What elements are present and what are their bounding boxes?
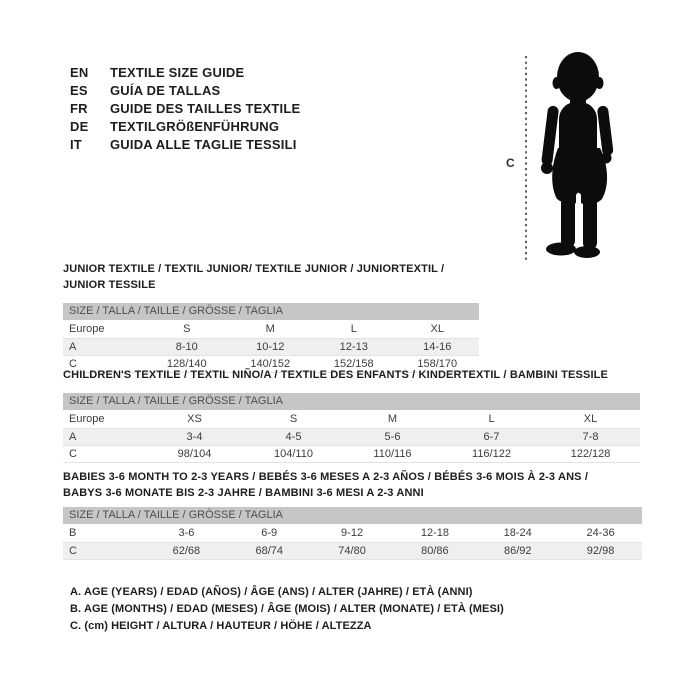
table-row (63, 542, 642, 559)
language-row-en (70, 64, 300, 82)
language-code: EN (70, 65, 89, 80)
language-code: IT (70, 137, 82, 152)
table-cell: 18-24 (503, 527, 532, 540)
table-cell: XL (430, 323, 444, 336)
table-cell: 128/140 (166, 357, 207, 370)
size-header: SIZE / TALLA / TAILLE / GRÖSSE / TAGLIA (63, 507, 642, 524)
language-label: TEXTILGRÖßENFÜHRUNG (110, 119, 280, 134)
table-title (63, 367, 640, 383)
table-cell: 6-7 (483, 430, 500, 443)
table-cell: 4-5 (285, 430, 302, 443)
table-cell: 74/80 (338, 544, 366, 557)
table-cell: 140/152 (250, 357, 291, 370)
baby-height-figure (500, 48, 630, 266)
language-label: TEXTILE SIZE GUIDE (110, 65, 245, 80)
table-row (63, 428, 640, 445)
size-header: SIZE / TALLA / TAILLE / GRÖSSE / TAGLIA (63, 393, 640, 410)
table-cell: L (350, 323, 357, 336)
table-cell: 3-4 (186, 430, 203, 443)
childrens-textile-section (63, 367, 640, 463)
row-label: C (69, 447, 77, 460)
footnote-b: B. AGE (MONTHS) / EDAD (MESES) / ÂGE (MOIS) / ALTER (MONATE) / ETÀ (MESI) (70, 603, 504, 615)
table-cell: 98/104 (177, 447, 212, 460)
table-cell: XL (583, 413, 598, 426)
table-cell: 12-13 (339, 340, 368, 353)
table-cell: 86/92 (503, 544, 532, 557)
language-row-es (70, 82, 300, 100)
table-title-line: CHILDREN'S TEXTILE / TEXTIL NIÑO/A / TEXTILE DES ENFANTS / KINDERTEXTIL / BAMBINI TESSILE (63, 369, 609, 381)
language-label: GUÍA DE TALLAS (110, 83, 221, 98)
row-label: Europe (69, 413, 105, 426)
table-cell: 3-6 (178, 527, 195, 540)
table-cell: M (265, 323, 275, 336)
table-row (63, 525, 642, 542)
table-cell: 6-9 (261, 527, 278, 540)
row-label: A (69, 340, 77, 353)
table-cell: 92/98 (586, 544, 615, 557)
row-label: Europe (69, 323, 105, 336)
table-cell: 12-18 (420, 527, 449, 540)
table-cell: 14-16 (423, 340, 452, 353)
language-row-fr (70, 100, 300, 118)
size-header: SIZE / TALLA / TAILLE / GRÖSSE / TAGLIA (63, 303, 479, 320)
footnote-c: C. (cm) HEIGHT / ALTURA / HAUTEUR / HÖHE / ALTEZZA (70, 620, 372, 632)
table-cell: XS (187, 413, 202, 426)
row-label: C (69, 357, 77, 370)
table-cell: 80/86 (421, 544, 449, 557)
table-cell: S (183, 323, 191, 336)
height-dimension-label: C (506, 156, 515, 170)
table-row (63, 445, 640, 462)
table-cell: 104/110 (274, 447, 313, 460)
table-row (63, 321, 479, 338)
size-table-junior (63, 321, 479, 373)
table-title-line: BABYS 3-6 MONATE BIS 2-3 JAHRE / BAMBINI 3-6 MESI A 2-3 ANNI (63, 487, 424, 499)
row-label: B (69, 527, 77, 540)
table-cell: M (387, 413, 398, 426)
table-cell: 62/68 (172, 544, 201, 557)
table-cell: 8-10 (175, 340, 198, 353)
table-cell: 10-12 (256, 340, 285, 353)
language-label: GUIDE DES TAILLES TEXTILE (110, 101, 301, 116)
table-cell: 122/128 (570, 447, 611, 460)
junior-textile-section (63, 261, 479, 373)
baby-silhouette (541, 52, 614, 258)
size-table-children (63, 411, 640, 463)
language-legend (70, 64, 300, 154)
table-title-line: JUNIOR TEXTILE / TEXTIL JUNIOR/ TEXTILE JUNIOR / JUNIORTEXTIL / JUNIOR TESSILE (63, 263, 445, 291)
size-table-babies (63, 525, 642, 560)
row-label: A (69, 430, 77, 443)
table-title-line: BABIES 3-6 MONTH TO 2-3 YEARS / BEBÉS 3-6 MESES A 2-3 AÑOS / BÉBÉS 3-6 MOIS À 2-3 ANS / (63, 471, 589, 483)
table-cell: 116/122 (472, 447, 511, 460)
table-cell: 7-8 (582, 430, 599, 443)
table-row (63, 338, 479, 355)
table-cell: 158/170 (417, 357, 458, 370)
babies-textile-section (63, 469, 642, 560)
table-cell: 9-12 (341, 527, 364, 540)
row-label: C (69, 544, 77, 557)
language-row-de (70, 118, 300, 136)
table-cell: 110/116 (373, 447, 412, 460)
table-cell: L (488, 413, 495, 426)
language-label: GUIDA ALLE TAGLIE TESSILI (110, 137, 297, 152)
table-cell: 152/158 (333, 357, 374, 370)
table-cell: 5-6 (384, 430, 401, 443)
language-code: DE (70, 119, 89, 134)
table-row (63, 411, 640, 428)
table-cell: 24-36 (586, 527, 615, 540)
language-code: ES (70, 83, 88, 98)
table-cell: S (289, 413, 298, 426)
footnotes (70, 584, 504, 635)
table-cell: 68/74 (255, 544, 283, 557)
language-code: FR (70, 101, 88, 116)
table-title (63, 469, 642, 501)
table-title (63, 261, 479, 293)
footnote-a: A. AGE (YEARS) / EDAD (AÑOS) / ÂGE (ANS) / ALTER (JAHRE) / ETÀ (ANNI) (70, 586, 473, 598)
language-row-it (70, 136, 300, 154)
